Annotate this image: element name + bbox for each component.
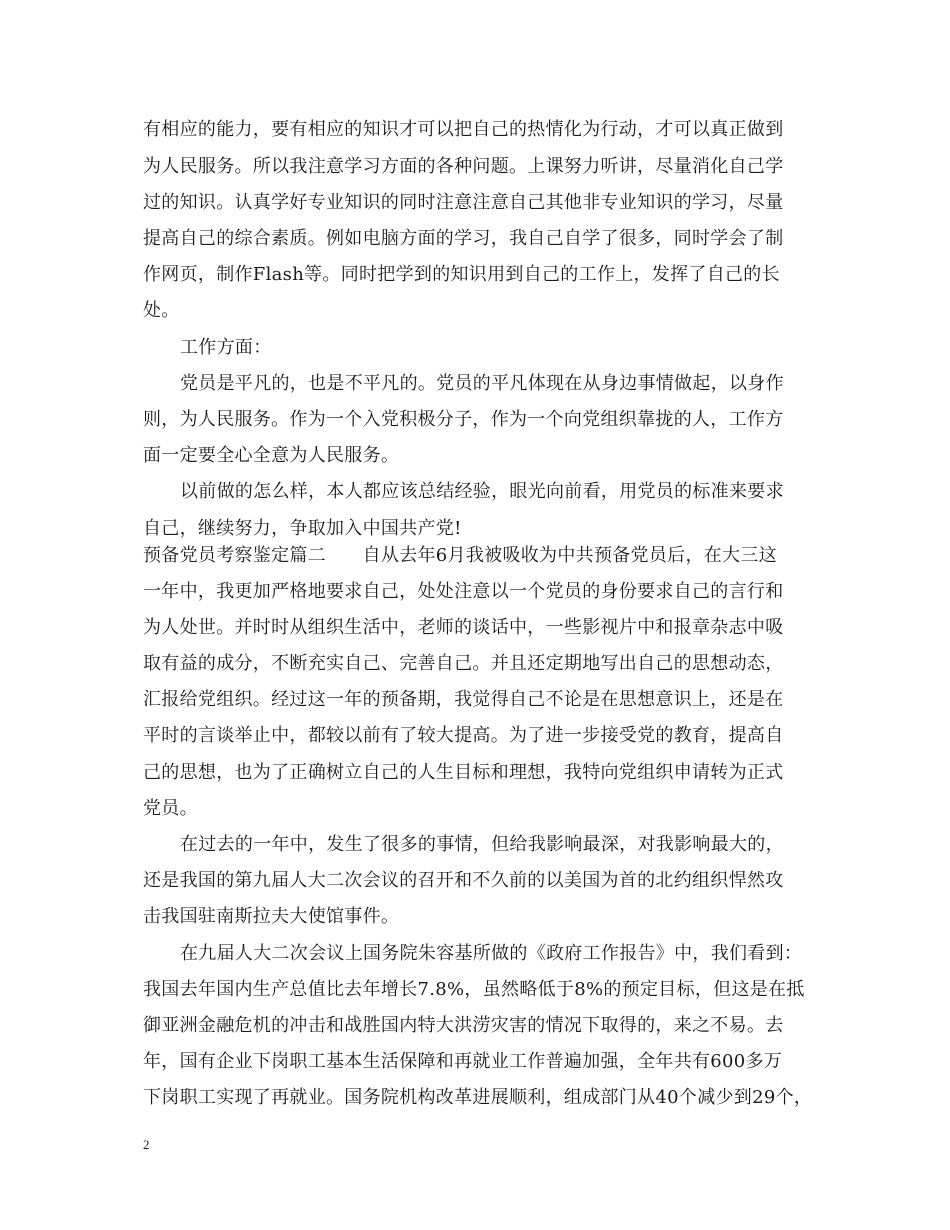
body-text-line: 我国去年国内生产总值比去年增长7.8%，虽然略低于8%的预定目标，但这是在抵: [143, 979, 805, 1000]
body-text-line: 自己，继续努力，争取加入中国共产党!: [143, 518, 462, 539]
body-text-line: 以前做的怎么样，本人都应该总结经验，眼光向前看，用党员的标准来要求: [180, 481, 784, 502]
body-text-line: 过的知识。认真学好专业知识的同时注意注意自己其他非专业知识的学习，尽量: [143, 192, 784, 213]
body-text-line: 党员。: [143, 798, 198, 819]
body-text-line: 有相应的能力，要有相应的知识才可以把自己的热情化为行动，才可以真正做到: [143, 119, 784, 140]
body-text-line: 取有益的成分，不断充实自己、完善自己。并且还定期地写出自己的思想动态，: [143, 653, 784, 674]
body-text-line: 己的思想，也为了正确树立自己的人生目标和理想，我特向党组织申请转为正式: [143, 762, 784, 783]
body-text-line: 处。: [143, 300, 180, 321]
body-text-line: 党员是平凡的，也是不平凡的。党员的平凡体现在从身边事情做起，以身作: [180, 373, 784, 394]
body-text-line: 面一定要全心全意为人民服务。: [143, 445, 400, 466]
body-text-line: 下岗职工实现了再就业。国务院机构改革进展顺利，组成部门从40个减少到29个，: [143, 1087, 813, 1108]
body-text-line: 还是我国的第九届人大二次会议的召开和不久前的以美国为首的北约组织悍然攻: [143, 870, 784, 891]
body-text-line: 御亚洲金融危机的冲击和战胜国内特大洪涝灾害的情况下取得的，来之不易。去: [143, 1015, 784, 1036]
article-title-line: 预备党员考察鉴定篇二 自从去年6月我被吸收为中共预备党员后，在大三这: [143, 545, 777, 566]
page-number: 2: [143, 1137, 150, 1152]
body-text-line: 击我国驻南斯拉夫大使馆事件。: [143, 906, 400, 927]
body-text-line: 在过去的一年中，发生了很多的事情，但给我影响最深，对我影响最大的，: [180, 834, 784, 855]
body-text-line: 提高自己的综合素质。例如电脑方面的学习，我自己自学了很多，同时学会了制: [143, 228, 784, 249]
body-text-line: 汇报给党组织。经过这一年的预备期，我觉得自己不论是在思想意识上，还是在: [143, 689, 784, 710]
body-text-line: 一年中，我更加严格地要求自己，处处注意以一个党员的身份要求自己的言行和: [143, 581, 784, 602]
body-text-line: 为人民服务。所以我注意学习方面的各种问题。上课努力听讲，尽量消化自己学: [143, 156, 784, 177]
body-text-line: 作网页，制作Flash等。同时把学到的知识用到自己的工作上，发挥了自己的长: [143, 264, 780, 285]
body-text-line: 为人处世。并时时从组织生活中，老师的谈话中，一些影视片中和报章杂志中吸: [143, 617, 784, 638]
section-heading: 工作方面：: [180, 337, 272, 358]
body-text-line: 在九届人大二次会议上国务院朱容基所做的《政府工作报告》中，我们看到：: [180, 943, 803, 964]
body-text-line: 平时的言谈举止中，都较以前有了较大提高。为了进一步接受党的教育，提高自: [143, 725, 784, 746]
body-text-line: 年，国有企业下岗职工基本生活保障和再就业工作普遍加强，全年共有600多万: [143, 1051, 783, 1072]
body-text-line: 则，为人民服务。作为一个入党积极分子，作为一个向党组织靠拢的人，工作方: [143, 409, 784, 430]
